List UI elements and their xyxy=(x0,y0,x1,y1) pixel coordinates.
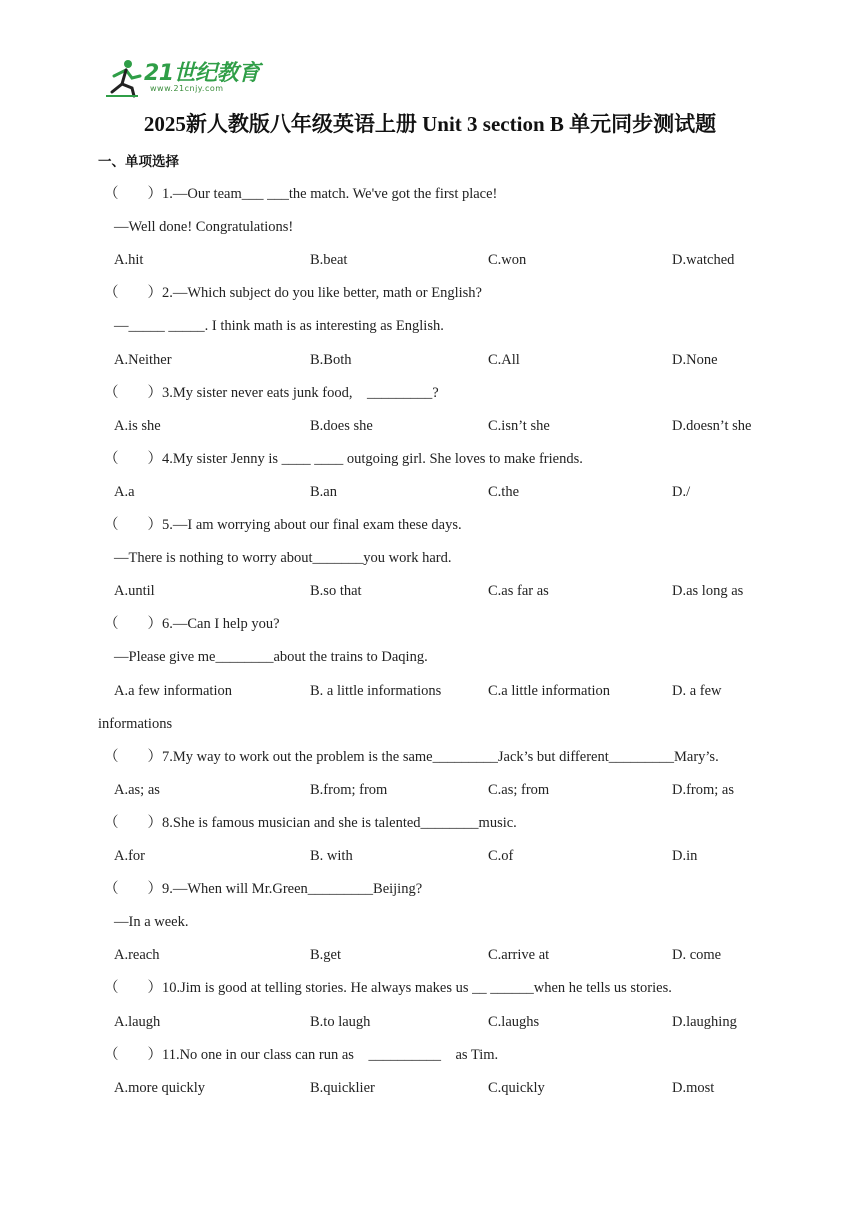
answer-option: A.for xyxy=(114,848,146,864)
answer-option: B.so that xyxy=(310,583,362,599)
answer-option: A.reach xyxy=(114,947,160,963)
answer-option: A.laugh xyxy=(114,1014,161,1030)
dialogue-line: —Please give me________about the trains to Daqing. xyxy=(114,649,428,665)
answer-option: D./ xyxy=(672,484,691,500)
answer-option: B.to laugh xyxy=(310,1014,371,1030)
document-title: 2025新人教版八年级英语上册 Unit 3 section B 单元同步测试题 xyxy=(143,112,717,136)
answer-option: A.Neither xyxy=(114,352,172,368)
question-stem: （ ）3.My sister never eats junk food, _________? xyxy=(104,385,439,401)
question-stem: （ ）9.—When will Mr.Green_________Beijing? xyxy=(104,881,423,897)
dialogue-line: —_____ _____. I think math is as interesting as English. xyxy=(114,318,444,334)
answer-option: C.quickly xyxy=(488,1080,545,1096)
question-stem: （ ）4.My sister Jenny is ____ ____ outgoing girl. She loves to make friends. xyxy=(104,451,583,467)
dialogue-line: —In a week. xyxy=(114,914,189,930)
answer-option: C.as; from xyxy=(488,782,550,798)
answer-option: B. with xyxy=(310,848,353,864)
answer-option: D.as long as xyxy=(672,583,744,599)
question-stem: （ ）7.My way to work out the problem is the same_________Jack’s but different_________Mary’s. xyxy=(104,749,719,765)
answer-option: B. a little informations xyxy=(310,683,442,699)
answer-option: C.won xyxy=(488,252,527,268)
answer-option: C.laughs xyxy=(488,1014,540,1030)
logo-url: www.21cnjy.com xyxy=(150,84,224,93)
answer-option: B.from; from xyxy=(310,782,388,798)
answer-option: C.All xyxy=(488,352,520,368)
answer-option: C.a little information xyxy=(488,683,611,699)
answer-option: C.isn’t she xyxy=(488,418,550,434)
dialogue-line: —There is nothing to worry about_______you work hard. xyxy=(114,550,452,566)
answer-option: A.a xyxy=(114,484,135,500)
answer-option: B.get xyxy=(310,947,342,963)
answer-option: B.Both xyxy=(310,352,352,368)
answer-option: D.from; as xyxy=(672,782,735,798)
answer-option: D. come xyxy=(672,947,722,963)
answer-option: C.the xyxy=(488,484,520,500)
running-figure-icon xyxy=(104,58,142,98)
question-stem: （ ）8.She is famous musician and she is talented________music. xyxy=(104,815,517,831)
answer-option: D.laughing xyxy=(672,1014,737,1030)
question-stem: （ ）11.No one in our class can run as __________ as Tim. xyxy=(104,1047,499,1063)
question-stem: （ ）1.—Our team___ ___the match. We've got the first place! xyxy=(104,186,498,202)
answer-option: D.doesn’t she xyxy=(672,418,752,434)
section-heading: 一、单项选择 xyxy=(98,154,179,170)
answer-option: A.more quickly xyxy=(114,1080,206,1096)
answer-option: D.in xyxy=(672,848,698,864)
answer-option: C.as far as xyxy=(488,583,549,599)
answer-option: A.is she xyxy=(114,418,161,434)
option-continuation: informations xyxy=(98,716,173,732)
question-stem: （ ）10.Jim is good at telling stories. He always makes us __ ______when he tells us stories. xyxy=(104,980,672,996)
answer-option: B.quicklier xyxy=(310,1080,375,1096)
answer-option: A.as; as xyxy=(114,782,160,798)
answer-option: B.an xyxy=(310,484,337,500)
answer-option: C.arrive at xyxy=(488,947,550,963)
answer-option: D.watched xyxy=(672,252,735,268)
answer-option: D. a few xyxy=(672,683,722,699)
answer-option: A.a few information xyxy=(114,683,232,699)
answer-option: B.beat xyxy=(310,252,348,268)
publisher-logo xyxy=(104,56,274,100)
question-stem: （ ）5.—I am worrying about our final exam these days. xyxy=(104,517,462,533)
question-stem: （ ）6.—Can I help you? xyxy=(104,616,280,632)
dialogue-line: —Well done! Congratulations! xyxy=(114,219,294,235)
answer-option: D.most xyxy=(672,1080,715,1096)
answer-option: A.until xyxy=(114,583,155,599)
answer-option: B.does she xyxy=(310,418,373,434)
logo-wordmark: 21世纪教育 xyxy=(144,61,260,86)
answer-option: A.hit xyxy=(114,252,144,268)
answer-option: D.None xyxy=(672,352,718,368)
question-stem: （ ）2.—Which subject do you like better, math or English? xyxy=(104,285,482,301)
answer-option: C.of xyxy=(488,848,514,864)
